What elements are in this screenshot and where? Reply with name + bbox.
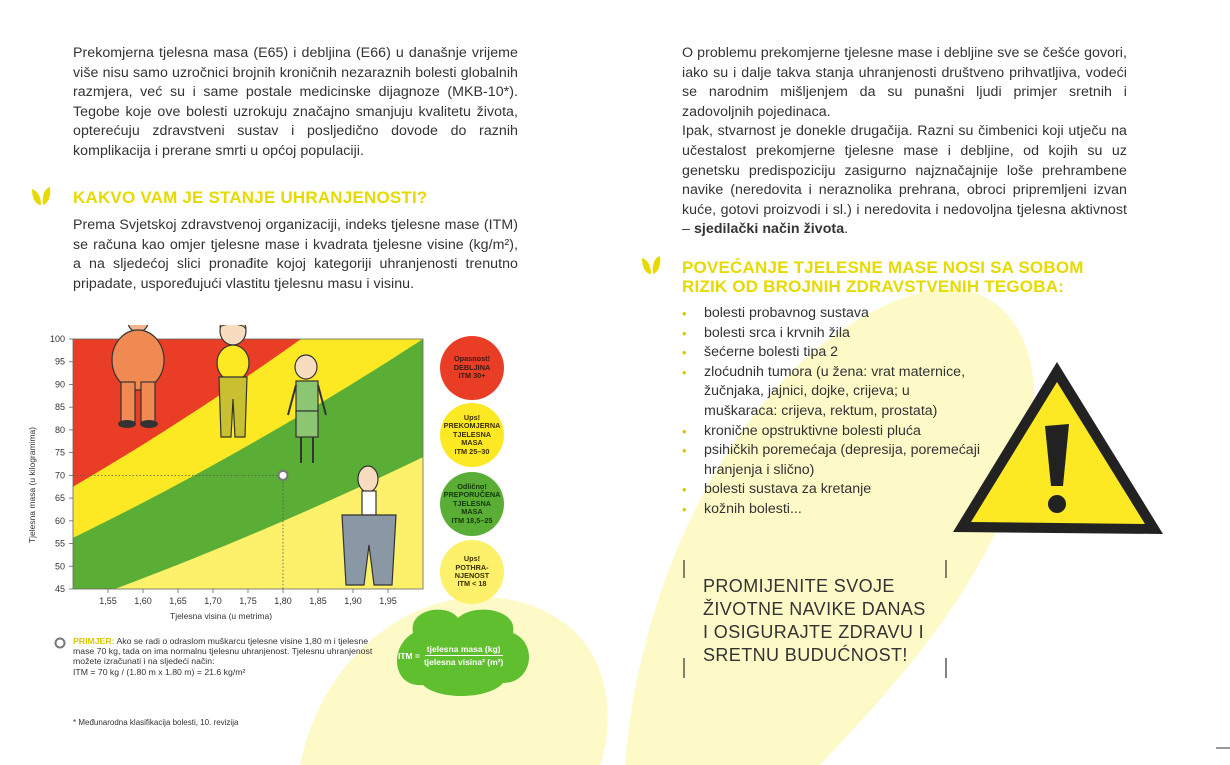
y-tick-label: 95 (54, 356, 65, 367)
right-intro-paragraph (682, 44, 1127, 240)
bmi-badge-line: Odlično! (457, 481, 487, 491)
bmi-badge-line: MASA (461, 438, 483, 448)
y-tick-label: 90 (54, 379, 65, 390)
example-text: Ako se radi o odraslom muškarcu tjelesne visine 1,80 m i tjelesne mase 70 kg, tada on ima normalnu tjelesnu uhranjenost. Tjelesnu uhranjenost možete izračunati i na sljedeći način: (73, 636, 373, 667)
x-tick-label: 1,95 (379, 596, 397, 606)
x-tick-label: 1,85 (309, 596, 327, 606)
y-tick-label: 80 (54, 424, 65, 435)
risk-list-item: • psihičkih poremećaja (depresija, poremećaji hranjenja i slično) (682, 441, 982, 480)
bmi-badge-line: ITM 25–30 (454, 446, 490, 456)
right-body-text: Ipak, stvarnost je donekle drugačija. Razni su čimbenici koji utječu na učestalost prekomjerne tjelesne mase i debljine, od kojih su uz genetsku predispoziciju zasigurno najznačajnije loše prehrambene navike (neredovita i neraznolika prehrana, obroci pripremljeni izvan kuće, gotovi proizvodi i sl.) i neredovita i nedovoljna tjelesna aktivnost – (682, 123, 1127, 238)
y-tick-label: 70 (54, 470, 65, 481)
y-tick-label: 50 (54, 561, 65, 572)
x-tick-label: 1,90 (344, 596, 362, 606)
cta-line: ŽIVOTNE NAVIKE DANAS (703, 599, 926, 619)
risk-list-item: • šećerne bolesti tipa 2 (682, 343, 982, 363)
risk-list-item: • kronične opstruktivne bolesti pluća (682, 422, 982, 442)
y-tick-label: 100 (49, 334, 65, 344)
bmi-chart (28, 325, 588, 635)
example-block (73, 636, 378, 677)
bmi-badge-line: DEBLJINA (453, 362, 491, 372)
footnote: * Međunarodna klasifikacija bolesti, 10. revizija (73, 718, 239, 727)
bmi-badge-line: POTHRA- (455, 562, 489, 572)
x-axis-label: Tjelesna visina (u metrima) (170, 611, 273, 621)
bmi-badge-line: Ups! (463, 554, 481, 564)
example-formula: ITM = 70 kg / (1.80 m x 1.80 m) = 21.6 kg/m² (73, 666, 246, 677)
bmi-badge-line: PREPORUČENA (443, 490, 501, 500)
bmi-badge-line: MASA (461, 507, 483, 517)
formula-denominator: tjelesna visina² (m²) (423, 657, 504, 667)
x-tick-label: 1,80 (274, 596, 292, 606)
bmi-explanation: Prema Svjetskoj zdravstvenoj organizaciji, indeks tjelesne mase (ITM) se računa kao omjer tjelesne mase i kvadrata tjelesne visine (kg/m²), a na sljedećoj slici pronađite kojoj kategoriji uhranjenosti trenutno pripadate, uspoređujući vlastitu tjelesnu masu i visinu. (73, 217, 518, 292)
y-tick-label: 75 (54, 447, 65, 458)
risk-list-item: • bolesti sustava za kretanje (682, 480, 982, 500)
risk-list-item: • bolesti probavnog sustava (682, 304, 982, 324)
intro-paragraph: Prekomjerna tjelesna masa (E65) i debljina (E66) u današnje vrijeme više nisu samo uzročnici brojnih kroničnih nezaraznih bolesti globalnih razmjera, već su i same postale medicinske dijagnoze (MKB-10*). Tegobe koje ove bolesti uzrokuju značajno smanjuju kvalitetu života, opterećuju zdravstveni sustav i posljedično dovode do raznih komplikacija i prerane smrti u općoj populaciji. (73, 45, 518, 159)
risk-list (682, 304, 982, 520)
warning-sign (945, 356, 1170, 541)
formula-numerator: tjelesna masa (kg) (426, 644, 501, 654)
bmi-badge (440, 540, 504, 604)
bmi-badge (440, 472, 504, 536)
example-point-marker (279, 471, 288, 480)
bmi-badge-line: Ups! (463, 412, 481, 422)
risk-list-item: • kožnih bolesti... (682, 500, 982, 520)
cta-line: I OSIGURAJTE ZDRAVU I (703, 622, 925, 642)
y-tick-label: 85 (54, 402, 65, 413)
y-tick-label: 65 (54, 493, 65, 504)
cta-line: PROMIJENITE SVOJE (703, 576, 895, 596)
bmi-badge-line: PREKOMJERNA (443, 421, 501, 431)
x-tick-label: 1,55 (99, 596, 117, 606)
leaf-icon (30, 185, 52, 207)
bmi-badge (440, 403, 504, 467)
risk-heading-line1: POVEĆANJE TJELESNE MASE NOSI SA SOBOM (682, 258, 1084, 277)
x-tick-label: 1,60 (134, 596, 152, 606)
bmi-badge-line: NJENOST (454, 571, 490, 580)
example-bullet-icon (54, 637, 66, 649)
x-tick-label: 1,75 (239, 596, 257, 606)
risk-list-item: • bolesti srca i krvnih žila (682, 324, 982, 344)
bmi-heading: KAKVO VAM JE STANJE UHRANJENOSTI? (73, 188, 428, 207)
y-axis-label: Tjelesna masa (u kilogramima) (27, 426, 37, 544)
right-body-bold: sjedilački način života (693, 221, 845, 238)
risk-heading (682, 258, 1084, 296)
formula-prefix: ITM = (398, 650, 420, 661)
y-tick-label: 55 (54, 538, 65, 549)
x-tick-label: 1,65 (169, 596, 187, 606)
bmi-badge-line: Opasnost! (453, 354, 491, 364)
bmi-badge-line: TJELESNA (452, 429, 492, 439)
bmi-badge-line: TJELESNA (452, 498, 492, 508)
risk-list-item: • zloćudnih tumora (u žena: vrat maternice, žučnjaka, jajnici, dojke, crijeva; u muškaraca: crijeva, rektum, prostata) (682, 363, 982, 422)
bmi-badge-line: ITM 18,5–25 (451, 515, 493, 525)
example-label: PRIMJER: (73, 636, 115, 646)
y-tick-label: 45 (54, 584, 65, 594)
x-tick-label: 1,70 (204, 596, 222, 606)
bmi-badge-line: ITM 30+ (458, 371, 486, 381)
bmi-badge-line: ITM < 18 (457, 579, 487, 589)
bmi-badge (440, 336, 504, 400)
cta-line: SRETNU BUDUĆNOST! (703, 645, 908, 665)
formula (398, 644, 538, 667)
leaf-icon-right (640, 254, 662, 276)
risk-heading-line2: RIZIK OD BROJNIH ZDRAVSTVENIH TEGOBA: (682, 277, 1065, 296)
cta-message (703, 575, 943, 667)
formula-fraction (424, 644, 503, 667)
right-body-end: . (844, 221, 849, 238)
y-tick-label: 60 (54, 515, 65, 526)
right-intro-text: O problemu prekomjerne tjelesne mase i debljine sve se češće govori, iako su i dalje takva stanja uhranjenosti društveno prihvatljiva, vodeći se narodnim mišljenjem da su punašni ljudi primjer sretnih i zadovoljnih pojedinaca. (682, 45, 1127, 120)
